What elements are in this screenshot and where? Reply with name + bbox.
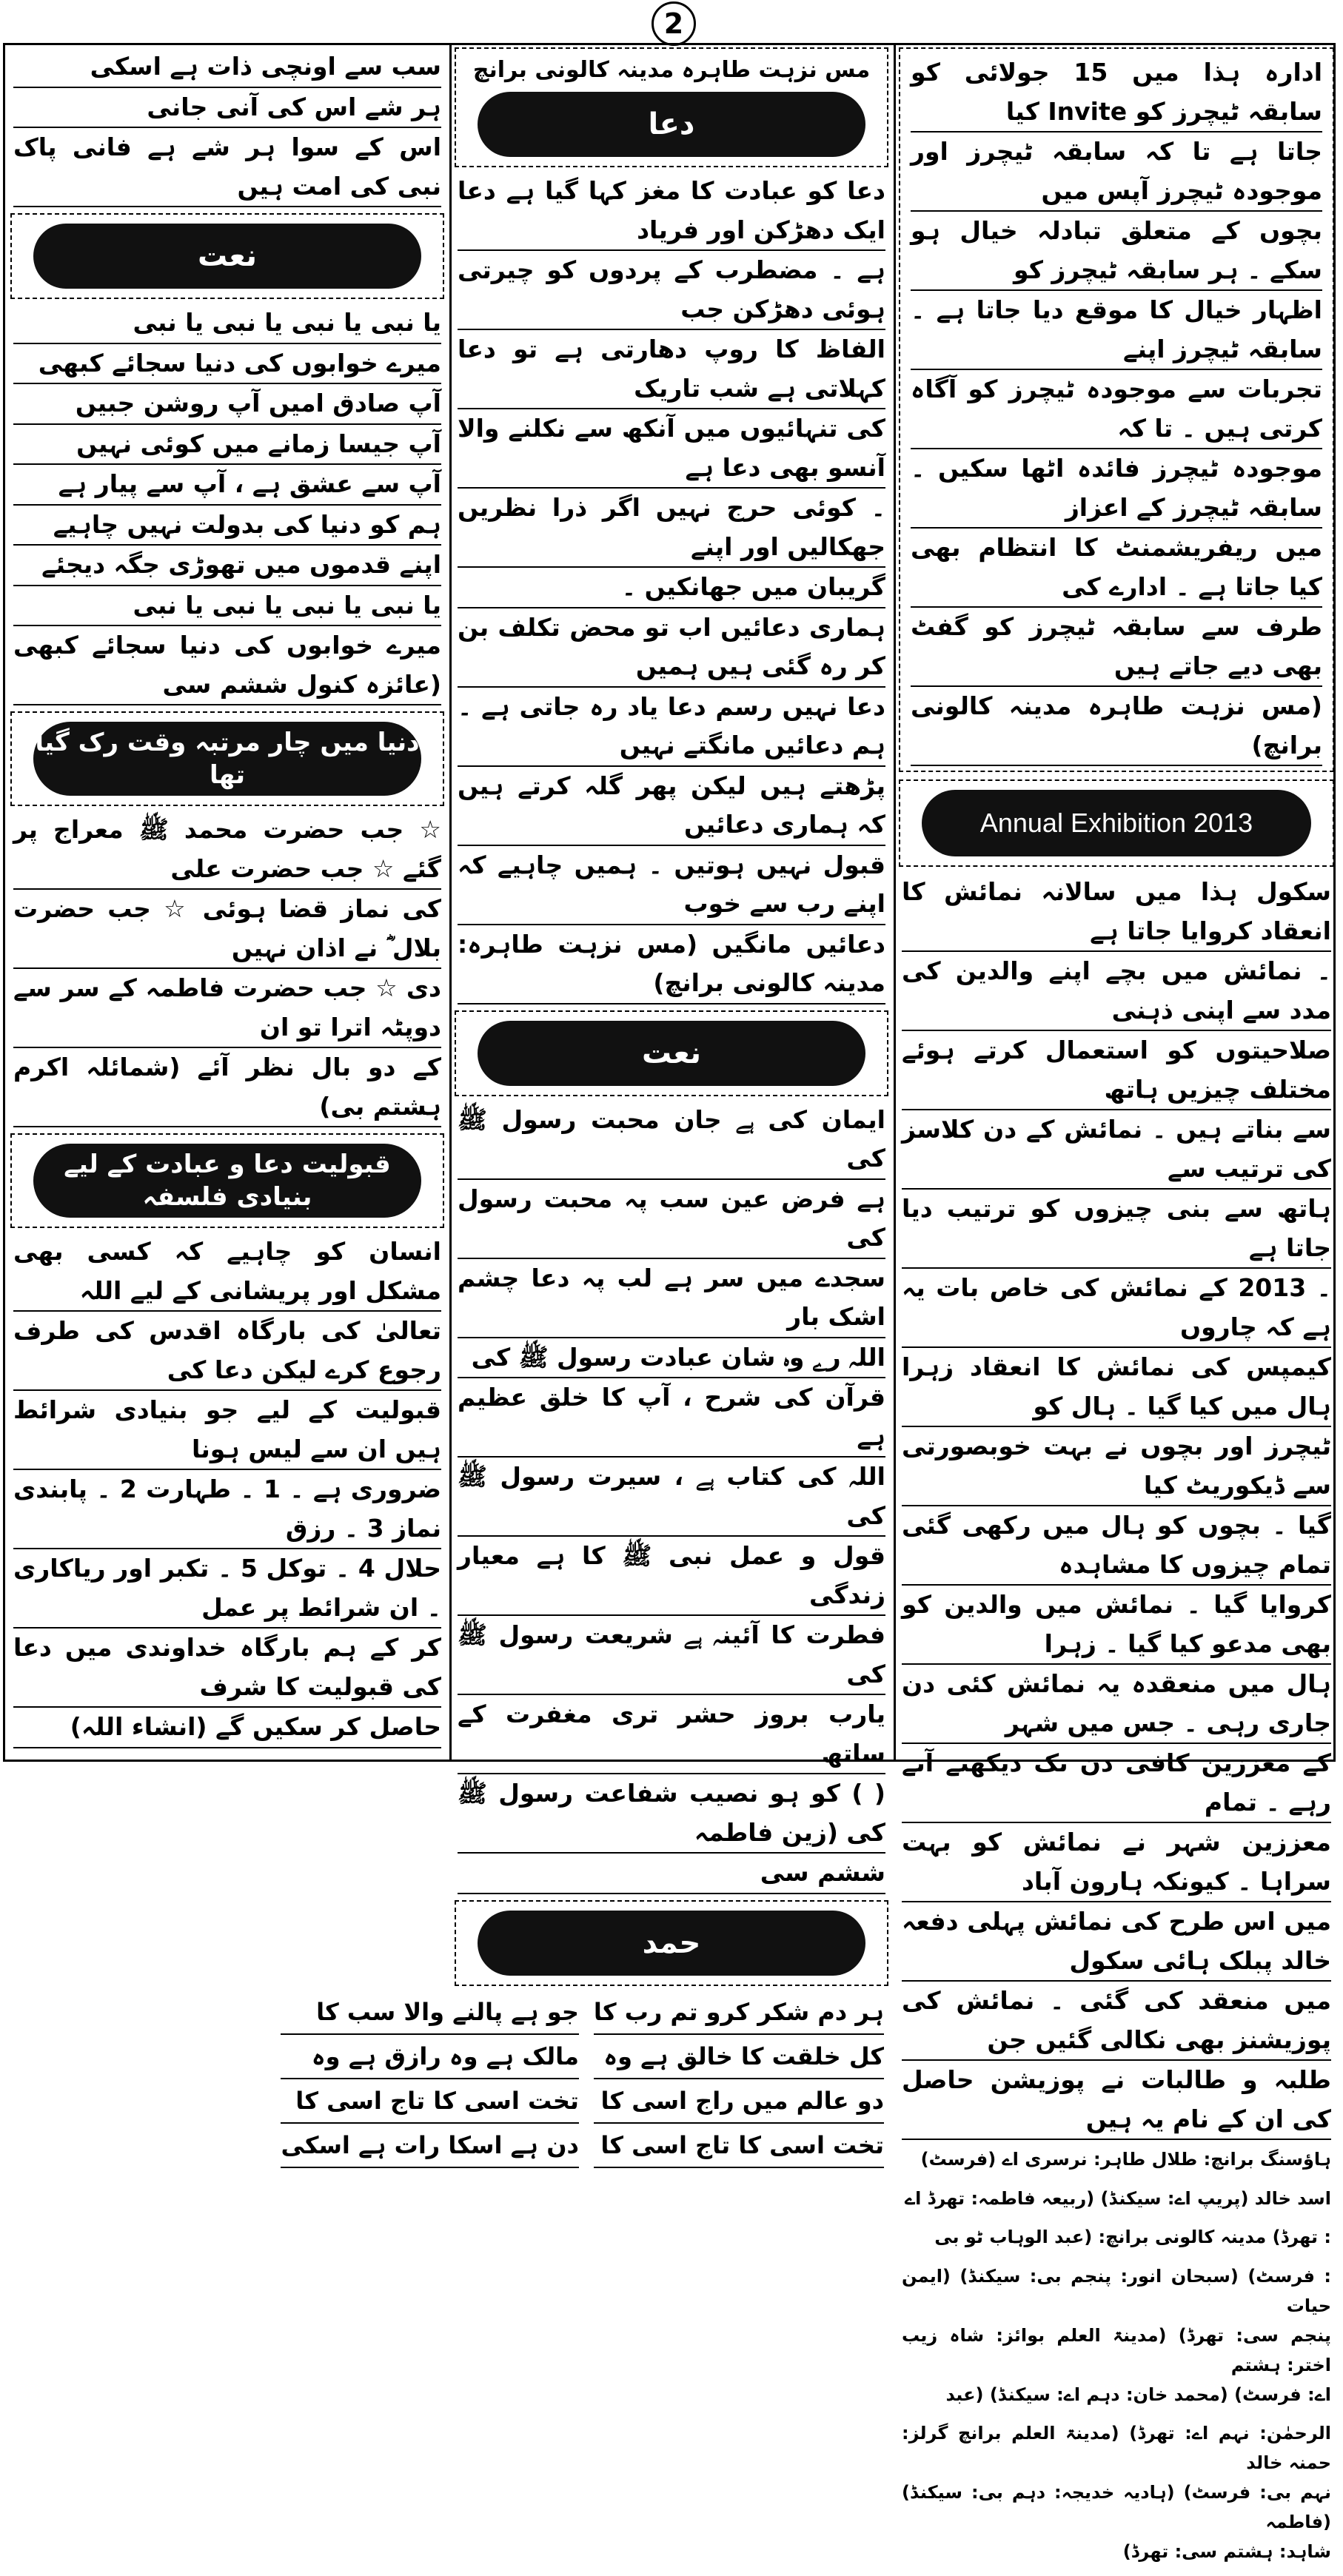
text-line: قبول نہیں ہوتیں ۔ ہمیں چاہیے کہ اپنے رب سے خوب — [458, 846, 885, 925]
text-line: سکول ہذا میں سالانہ نمائش کا انعقاد کروایا جاتا ہے — [902, 873, 1331, 952]
verse-line: ہم کو دنیا کی بدولت نہیں چاہیے — [13, 506, 441, 546]
winner-line: پنجم سی: تھرڈ) (مدینۃ العلم بوائز: شاہ زیب اختر: ہشتم — [902, 2324, 1331, 2375]
text-line: میں ریفریشمنٹ کا انتظام بھی کیا جاتا ہے ۔ ادارے کی — [911, 529, 1322, 608]
verse-line: سجدے میں سر ہے لب پہ دعا چشم اشک بار — [458, 1259, 885, 1338]
verse-line: یارب بروز حشر تری مغفرت کے ساتھ — [458, 1695, 885, 1774]
naat-left-heading-box — [10, 213, 444, 299]
exhibition-heading-box — [899, 779, 1334, 867]
verse-line: یا نبی یا نبی یا نبی یا نبی — [13, 586, 441, 627]
text-line: ادارہ ہذا میں 15 جولائی کو سابقہ ٹیچرز کو Invite کیا — [911, 53, 1322, 133]
verse-line: آپ صادق امیں آپ روشن جبیں — [13, 384, 441, 425]
dua-article-text — [452, 172, 891, 1004]
text-line: حاصل کر سکیں گے (انشاء اللہ) — [13, 1708, 441, 1748]
verse-line: تخت اسی کا تاج اسی کا — [594, 2124, 884, 2168]
hamd-heading: حمد — [478, 1911, 865, 1976]
verse-line: تخت اسی کا تاج اسی کا — [281, 2079, 578, 2124]
winner-line: نہم بی: فرسٹ) (ہادیہ خدیجہ: دہم بی: سیکنڈ) (فاطمہ — [902, 2482, 1331, 2532]
text-line: صلاحیتوں کو استعمال کرتے ہوئے مختلف چیزیں ہاتھ — [902, 1031, 1331, 1110]
text-line: قبولیت کے لیے جو بنیادی شرائط ہیں ان سے لیس ہونا — [13, 1391, 441, 1470]
verse-line: دو عالم میں راج اسی کا — [594, 2079, 884, 2124]
time-heading-box — [10, 711, 444, 806]
text-line: انسان کو چاہیے کہ کسی بھی مشکل اور پریشانی کے لیے اللہ — [13, 1232, 441, 1312]
text-line: طرف سے سابقہ ٹیچرز کو گفٹ بھی دیے جاتے ہیں — [911, 608, 1322, 687]
text-line: گیا ۔ بچوں کو ہال میں رکھی گئی تمام چیزوں کا مشاہدہ — [902, 1506, 1331, 1586]
winner-line: : فرسٹ) (سبحان انور: پنجم بی: سیکنڈ) (ایمن حیات — [902, 2265, 1331, 2316]
page-number: 2 — [652, 1, 696, 46]
text-line: میں اس طرح کی نمائش پہلی دفعہ خالد پبلک ہائی سکول — [902, 1902, 1331, 1982]
naat-middle-heading-box — [455, 1010, 888, 1096]
text-line: ٹیچرز اور بچوں نے بہت خوبصورتی سے ڈیکوریٹ کیا — [902, 1427, 1331, 1506]
verse-line: دن ہے اسکا رات ہے اسکی — [281, 2124, 578, 2168]
text-line: دعا نہیں رسم دعا یاد رہ جاتی ہے ۔ ہم دعائیں مانگتے نہیں — [458, 688, 885, 767]
text-line: طلبہ و طالبات نے پوزیشن حاصل کی ان کے نام یہ ہیں — [902, 2061, 1331, 2140]
verse-line: اس کے سوا ہر شے ہے فانی پاک نبی کی امت ہیں — [13, 128, 441, 207]
hamd-poem — [281, 1990, 891, 2168]
text-line: تعالیٰ کی بارگاہ اقدس کی طرف رجوع کرے لیکن دعا کی — [13, 1312, 441, 1391]
text-line: بچوں کے متعلق تبادلہ خیال ہو سکے ۔ ہر سابقہ ٹیچرز کو — [911, 212, 1322, 291]
verse-line: یا نبی یا نبی یا نبی یا نبی — [13, 303, 441, 344]
text-line: ۔ نمائش میں بچے اپنے والدین کی مدد سے اپنی ذہنی — [902, 952, 1331, 1031]
text-line: موجودہ ٹیچرز فائدہ اٹھا سکیں ۔ سابقہ ٹیچرز کے اعزاز — [911, 449, 1322, 529]
hamd-heading-box — [455, 1900, 888, 1986]
winner-line: : تھرڈ) مدینہ کالونی برانچ: (عبد الوہاب ٹو بی — [934, 2227, 1331, 2247]
verse-line: جو ہے پالنے والا سب کا — [281, 1990, 578, 2035]
teachers-article-text — [905, 53, 1328, 766]
verse-line: مالک ہے وہ رازق ہے وہ — [281, 2035, 578, 2079]
verse-line: ہر شے اس کی آنی جانی — [13, 88, 441, 129]
text-line: کیمپس کی نمائش کا انعقاد زہرا ہال میں کیا گیا ۔ ہال کو — [902, 1348, 1331, 1427]
time-article-text — [7, 811, 447, 1127]
naat-middle-heading: نعت — [478, 1021, 865, 1086]
verse-line: میرے خوابوں کی دنیا سجائے کبھی (عائزہ کنول ششم سی — [13, 626, 441, 705]
text-line: ہال میں منعقدہ یہ نمائش کئی دن جاری رہی ۔ جس میں شہر — [902, 1665, 1331, 1744]
text-line: دی ☆ جب حضرت فاطمہ کے سر سے دوپٹہ اترا تو ان — [13, 969, 441, 1048]
verse-line: ہے فرض عین سب پہ محبت رسول کی — [458, 1180, 885, 1259]
verse-line: ہر دم شکر کرو تم رب کا — [594, 1990, 884, 2035]
text-line: کی نماز قضا ہوئی ☆ جب حضرت بلال ؓ نے اذان نہیں — [13, 890, 441, 969]
time-heading: دنیا میں چار مرتبہ وقت رک گیا تھا — [33, 722, 421, 796]
winner-line: اے: فرسٹ) (محمد خان: دہم اے: سیکنڈ) (عبد — [945, 2384, 1331, 2405]
verse-line: اللہ رے وہ شان عبادت رسول ﷺ کی — [458, 1338, 885, 1379]
text-line: اظہار خیال کا موقع دیا جاتا ہے ۔ سابقہ ٹیچرز اپنے — [911, 291, 1322, 370]
text-line: ہے ۔ مضطرب کے پردوں کو چیرتی ہوئی دھڑکن جب — [458, 251, 885, 330]
philosophy-heading: قبولیت دعا و عبادت کے لیے بنیادی فلسفہ — [33, 1144, 421, 1218]
naat-middle-text — [452, 1101, 891, 1894]
philosophy-article-text — [7, 1232, 447, 1748]
column-left — [7, 47, 447, 1759]
text-line: کروایا گیا ۔ نمائش میں والدین کو بھی مدعو کیا گیا ۔ زہرا — [902, 1586, 1331, 1665]
header-credit: مس نزہت طاہرہ مدینہ کالونی برانچ — [472, 57, 871, 83]
text-line: کی تنہائیوں میں آنکھ سے نکلنے والا آنسو بھی دعا ہے — [458, 409, 885, 489]
text-line: حلال 4 ۔ توکل 5 ۔ تکبر اور ریاکاری ۔ ان شرائط پر عمل — [13, 1549, 441, 1629]
text-line: پڑھتے ہیں لیکن پھر گلہ کرتے ہیں کہ ہماری دعائیں — [458, 767, 885, 846]
text-line: ہاتھ سے بنی چیزوں کو ترتیب دیا جاتا ہے — [902, 1190, 1331, 1269]
verse-line: فطرت کا آئینہ ہے شریعت رسول ﷺ کی — [458, 1616, 885, 1695]
verse-line: اللہ کی کتاب ہے ، سیرت رسول ﷺ کی — [458, 1458, 885, 1537]
naat-left-heading: نعت — [33, 224, 421, 289]
naat-left-text — [7, 303, 447, 705]
text-line: الفاظ کا روپ دھارتی ہے تو دعا کہلاتی ہے شب تاریک — [458, 330, 885, 409]
text-line: میں منعقد کی گئی ۔ نمائش کی پوزیشنز بھی نکالی گئیں جن — [902, 1982, 1331, 2061]
text-line: ۔ 2013 کے نمائش کی خاص بات یہ ہے کہ چاروں — [902, 1269, 1331, 1348]
winner-line: شاہد: ہشتم سی: تھرڈ) — [1122, 2541, 1331, 2562]
winner-line: ہاؤسنگ برانچ: طلال طاہر: نرسری اے (فرسٹ) — [920, 2149, 1331, 2170]
verse-line: آپ سے عشق ہے ، آپ سے پیار ہے — [13, 465, 441, 506]
winner-line: اسد خالد (پریپ اے: سیکنڈ) (ربیعہ فاطمہ: تھرڈ اے — [905, 2187, 1331, 2209]
verse-line: سب سے اونچی ذات ہے اسکی — [13, 47, 441, 88]
teachers-article-box — [899, 47, 1334, 772]
verse-line: ششم سی — [458, 1854, 885, 1894]
verse-line: قرآن کی شرح ، آپ کا خلق عظیم ہے — [458, 1378, 885, 1458]
verse-line: اپنے قدموں میں تھوڑی جگہ دیجئے — [13, 546, 441, 586]
text-line: (مس نزہت طاہرہ مدینہ کالونی برانچ) — [911, 687, 1322, 766]
exhibition-winners-list — [896, 2144, 1337, 2576]
text-line: ۔ کوئی حرج نہیں اگر ذرا نظریں جھکالیں اور اپنے — [458, 489, 885, 568]
text-line: ☆ جب حضرت محمد ﷺ معراج پر گئے ☆ جب حضرت علی — [13, 811, 441, 890]
text-line: ضروری ہے ۔ 1 ۔ طہارت 2 ۔ پابندی نماز 3 ۔ رزق — [13, 1470, 441, 1549]
text-line: کر کے ہم بارگاہ خداوندی میں دعا کی قبولیت کا شرف — [13, 1629, 441, 1708]
verse-line: میرے خوابوں کی دنیا سجائے کبھی — [13, 344, 441, 385]
exhibition-heading: Annual Exhibition 2013 — [922, 790, 1311, 856]
verse-line: قول و عمل نبی ﷺ کا ہے معیار زندگی — [458, 1537, 885, 1616]
text-line: گریبان میں جھانکیں ۔ — [458, 568, 885, 608]
exhibition-article-text — [896, 873, 1337, 2140]
verse-line: کل خلقت کا خالق ہے وہ — [594, 2035, 884, 2079]
column-right — [896, 47, 1337, 2562]
dua-heading-box — [455, 47, 888, 167]
text-line: کے دو بال نظر آئے (شمائلہ اکرم ہشتم بی) — [13, 1048, 441, 1127]
verse-line: آپ جیسا زمانے میں کوئی نہیں — [13, 425, 441, 466]
dua-heading: دعا — [478, 92, 865, 157]
top-poem-text — [7, 47, 447, 207]
text-line: کے معززین کافی دن تک دیکھنے آتے رہے ۔ تمام — [902, 1744, 1331, 1823]
verse-line: ایمان کی ہے جان محبت رسول ﷺ کی — [458, 1101, 885, 1180]
text-line: تجربات سے موجودہ ٹیچرز کو آگاہ کرتی ہیں ۔ تا کہ — [911, 370, 1322, 449]
philosophy-heading-box — [10, 1133, 444, 1228]
winner-line: الرحمٰن: نہم اے: تھرڈ) (مدینۃ العلم برانچ گرلز: حمنہ خالد — [902, 2423, 1331, 2473]
text-line: ہماری دعائیں اب تو محض تکلف بن کر رہ گئی ہیں ہمیں — [458, 608, 885, 688]
text-line: جاتا ہے تا کہ سابقہ ٹیچرز اور موجودہ ٹیچرز آپس میں — [911, 133, 1322, 212]
text-line: دعائیں مانگیں (مس نزہت طاہرہ: مدینہ کالونی برانچ) — [458, 925, 885, 1004]
text-line: دعا کو عبادت کا مغز کہا گیا ہے دعا ایک دھڑکن اور فریاد — [458, 172, 885, 251]
text-line: سے بناتے ہیں ۔ نمائش کے دن کلاسز کی ترتیب سے — [902, 1110, 1331, 1190]
verse-line: ( ) کو ہو نصیب شفاعت رسول ﷺ کی (زین فاطمہ — [458, 1774, 885, 1854]
text-line: معززین شہر نے نمائش کو بہت سراہا ۔ کیونکہ ہارون آباد — [902, 1823, 1331, 1902]
